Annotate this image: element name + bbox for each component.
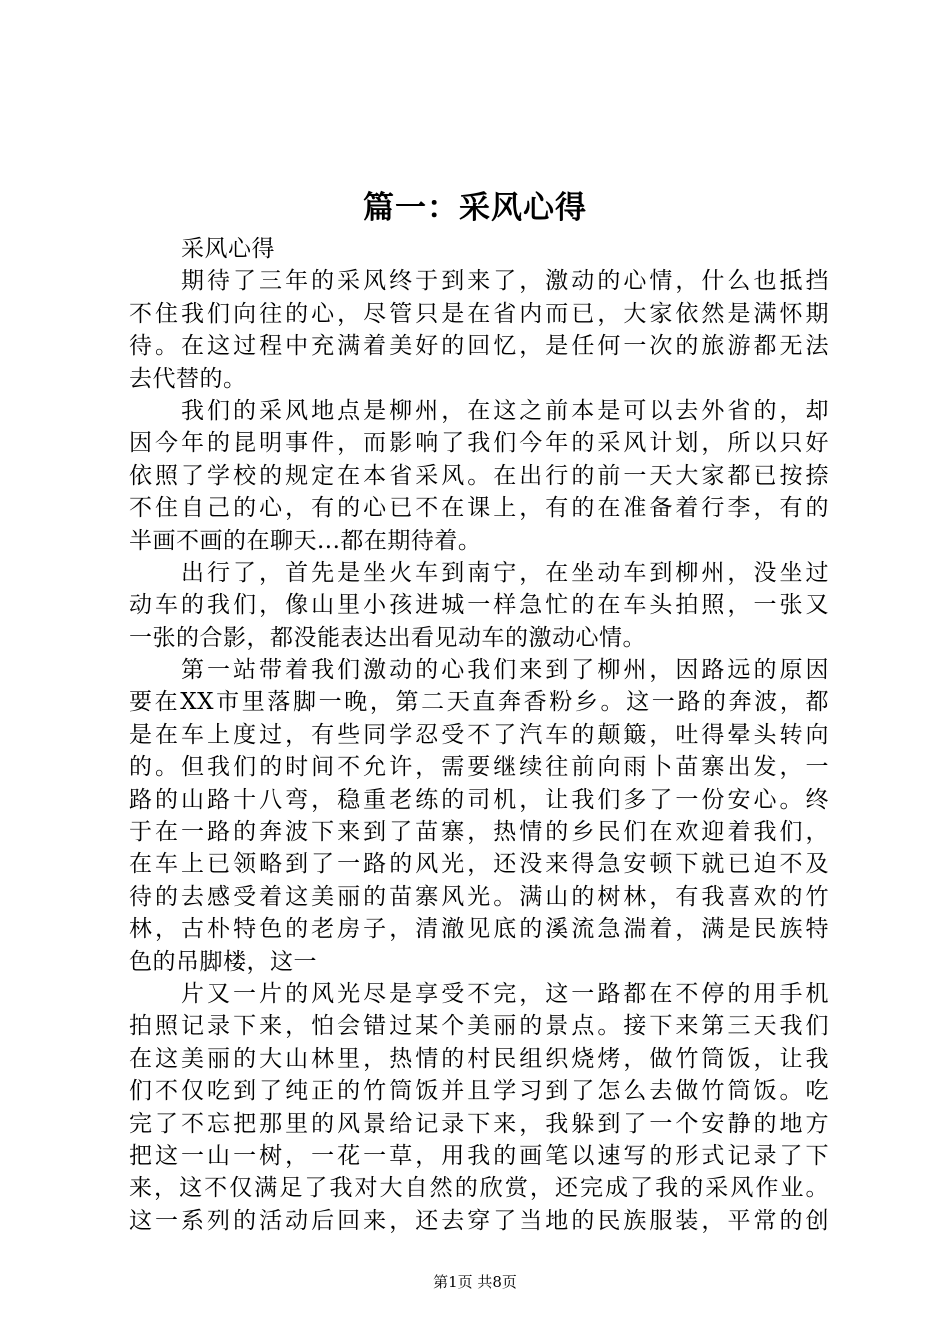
text-line: 于在一路的奔波下来到了苗寨，热情的乡民们在欢迎着我们，: [129, 819, 829, 846]
text-line: 把这一山一树，一花一草，用我的画笔以速写的形式记录了下: [129, 1142, 829, 1169]
text-line: 动车的我们，像山里小孩进城一样急忙的在车头拍照，一张又: [129, 592, 829, 619]
text-line: 采风心得: [181, 236, 275, 262]
text-line: 第一站带着我们激动的心我们来到了柳州，因路远的原因: [181, 657, 829, 684]
text-line: 期待了三年的采风终于到来了，激动的心情，什么也抵挡: [181, 268, 829, 295]
text-line: 路的山路十八弯，稳重老练的司机，让我们多了一份安心。终: [129, 786, 829, 813]
text-line: 这一系列的活动后回来，还去穿了当地的民族服装，平常的创: [129, 1207, 829, 1234]
text-line: 林，古朴特色的老房子，清澈见底的溪流急湍着，满是民族特: [129, 916, 829, 943]
text-line: 出行了，首先是坐火车到南宁，在坐动车到柳州，没坐过: [181, 559, 829, 586]
text-line: 是在车上度过，有些同学忍受不了汽车的颠簸，吐得晕头转向: [129, 721, 829, 748]
text-line: 待的去感受着这美丽的苗寨风光。满山的树林，有我喜欢的竹: [129, 883, 829, 910]
text-line: 们不仅吃到了纯正的竹筒饭并且学习到了怎么去做竹筒饭。吃: [129, 1078, 829, 1105]
page-title: 篇一：采风心得: [363, 190, 587, 226]
text-line: 在车上已领略到了一路的风光，还没来得急安顿下就已迫不及: [129, 851, 829, 878]
text-line: 不住我们向往的心，尽管只是在省内而已，大家依然是满怀期: [129, 300, 829, 327]
text-line: 半画不画的在聊天...都在期待着。: [129, 527, 482, 554]
text-line: 片又一片的风光尽是享受不完，这一路都在不停的用手机: [181, 980, 829, 1007]
text-line: 来，这不仅满足了我对大自然的欣赏，还完成了我的采风作业。: [129, 1175, 829, 1202]
text-line: 不住自己的心，有的心已不在课上，有的在准备着行李，有的: [129, 495, 829, 522]
text-line: 依照了学校的规定在本省采风。在出行的前一天大家都已按捺: [129, 462, 829, 489]
body-text: [129, 233, 829, 1237]
text-line: 我们的采风地点是柳州，在这之前本是可以去外省的，却: [181, 397, 829, 424]
text-line: 一张的合影，都没能表达出看见动车的激动心情。: [129, 624, 646, 651]
text-line: 待。在这过程中充满着美好的回忆，是任何一次的旅游都无法: [129, 333, 829, 360]
text-line: 完了不忘把那里的风景给记录下来，我躲到了一个安静的地方: [129, 1110, 829, 1137]
text-line: 拍照记录下来，怕会错过某个美丽的景点。接下来第三天我们: [129, 1013, 829, 1040]
text-line: 在这美丽的大山林里，热情的村民组织烧烤，做竹筒饭，让我: [129, 1045, 829, 1072]
text-line: 去代替的。: [129, 365, 247, 392]
text-line: 因今年的昆明事件，而影响了我们今年的采风计划，所以只好: [129, 430, 829, 457]
text-line: 要在XX市里落脚一晚，第二天直奔香粉乡。这一路的奔波，都: [129, 689, 829, 716]
text-line: 色的吊脚楼，这一: [129, 948, 317, 975]
page-footer: 第1页 共8页: [433, 1273, 517, 1291]
text-line: 的。但我们的时间不允许，需要继续往前向雨卜苗寨出发，一: [129, 754, 829, 781]
